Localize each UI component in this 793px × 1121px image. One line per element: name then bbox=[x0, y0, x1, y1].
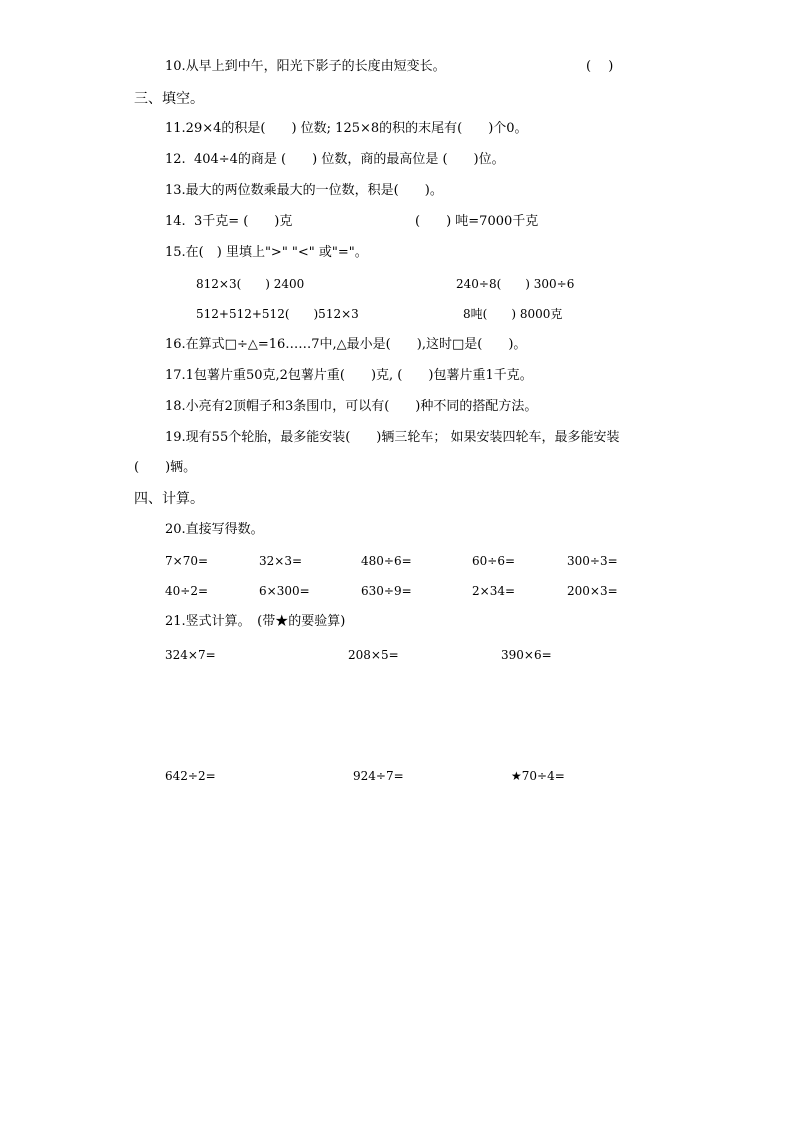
oral-calc-item: 480÷6= bbox=[361, 554, 412, 568]
question-12: 12. 404÷4的商是 ( ) 位数，商的最高位是 ( )位。 bbox=[165, 152, 505, 167]
question-13: 13.最大的两位数乘最大的一位数，积是( )。 bbox=[165, 183, 443, 198]
question-15-compare-4: 8吨( ) 8000克 bbox=[463, 307, 563, 321]
answer-paren-10[interactable]: ( ) bbox=[586, 59, 614, 74]
oral-calc-item: 60÷6= bbox=[472, 554, 516, 568]
section-heading-calculation: 四、计算。 bbox=[134, 491, 204, 507]
oral-calc-item: 630÷9= bbox=[361, 584, 412, 598]
vertical-calc-item: 324×7= bbox=[165, 648, 216, 662]
question-21-title: 21.竖式计算。 (带★的要验算) bbox=[165, 614, 346, 629]
oral-calc-item: 32×3= bbox=[259, 554, 303, 568]
question-14-part-b: ( ) 吨=7000千克 bbox=[415, 214, 539, 229]
question-14-part-a: 14. 3千克= ( )克 bbox=[165, 214, 293, 229]
vertical-calc-item: 390×6= bbox=[501, 648, 552, 662]
oral-calc-item: 6×300= bbox=[259, 584, 310, 598]
vertical-calc-item: ★70÷4= bbox=[511, 769, 565, 783]
oral-calc-item: 2×34= bbox=[472, 584, 516, 598]
question-18: 18.小亮有2顶帽子和3条围巾，可以有( )种不同的搭配方法。 bbox=[165, 399, 538, 414]
question-11: 11.29×4的积是( ) 位数; 125×8的积的末尾有( )个0。 bbox=[165, 121, 528, 136]
question-16: 16.在算式□÷△=16……7中,△最小是( ),这时□是( )。 bbox=[165, 337, 527, 352]
vertical-calc-item: 642÷2= bbox=[165, 769, 216, 783]
question-15-compare-2: 240÷8( ) 300÷6 bbox=[456, 277, 575, 291]
oral-calc-item: 7×70= bbox=[165, 554, 209, 568]
vertical-calc-item: 208×5= bbox=[348, 648, 399, 662]
question-10: 10.从早上到中午，阳光下影子的长度由短变长。 bbox=[165, 59, 446, 74]
question-19-line-2: ( )辆。 bbox=[134, 460, 197, 475]
question-15-compare-3: 512+512+512( )512×3 bbox=[196, 307, 359, 321]
question-20-title: 20.直接写得数。 bbox=[165, 522, 264, 537]
question-15-compare-1: 812×3( ) 2400 bbox=[196, 277, 305, 291]
question-19-line-1: 19.现有55个轮胎，最多能安装( )辆三轮车； 如果安装四轮车，最多能安装 bbox=[165, 430, 620, 445]
section-heading-fill-blank: 三、填空。 bbox=[134, 91, 204, 107]
oral-calc-item: 200×3= bbox=[567, 584, 618, 598]
oral-calc-item: 40÷2= bbox=[165, 584, 209, 598]
vertical-calc-item: 924÷7= bbox=[353, 769, 404, 783]
question-15-title: 15.在( ) 里填上">" "<" 或"="。 bbox=[165, 245, 368, 260]
oral-calc-item: 300÷3= bbox=[567, 554, 618, 568]
question-17: 17.1包薯片重50克,2包薯片重( )克, ( )包薯片重1千克。 bbox=[165, 368, 533, 383]
